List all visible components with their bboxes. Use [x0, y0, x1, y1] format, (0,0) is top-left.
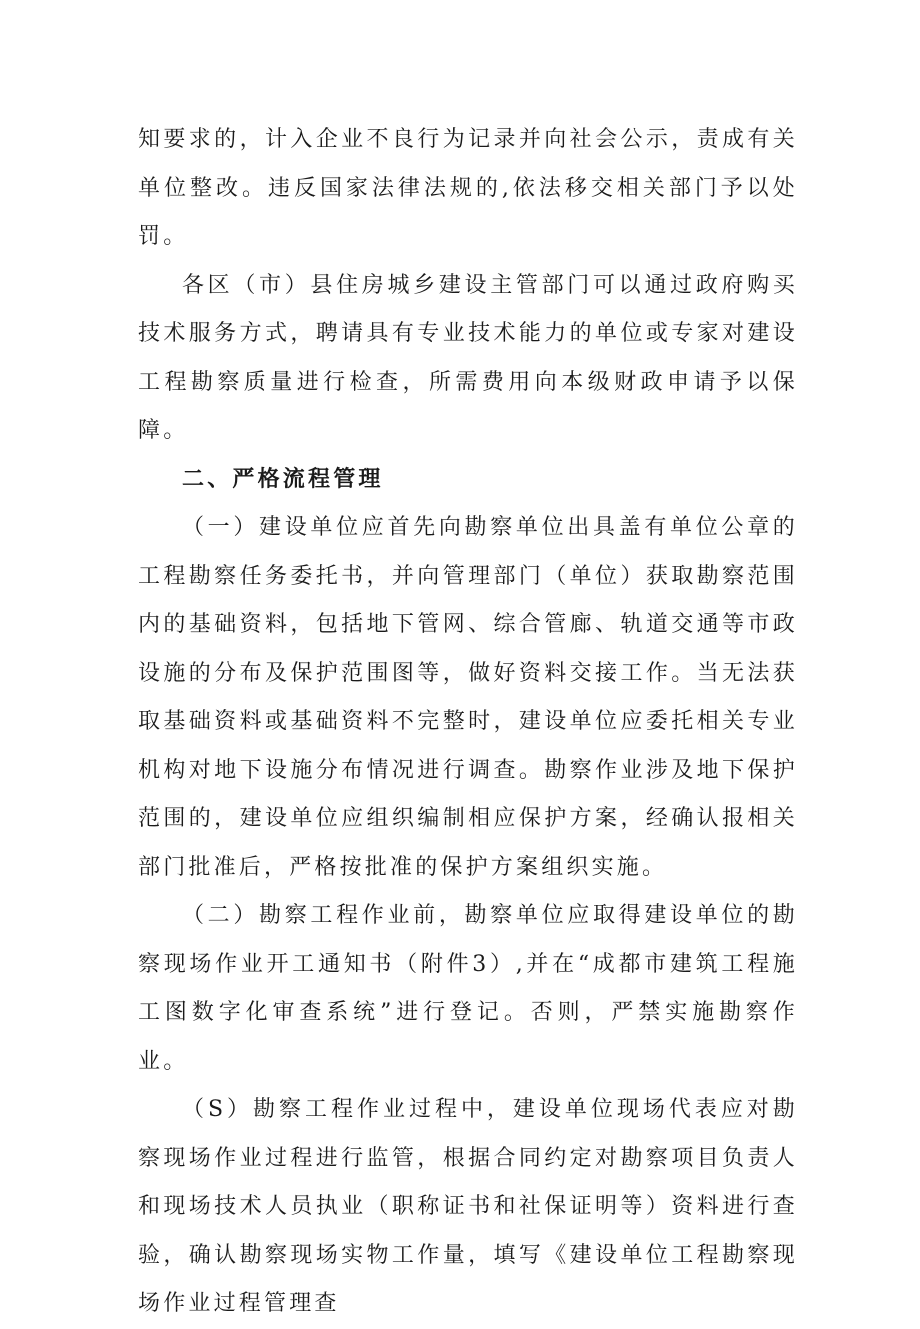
- section-heading: 二、严格流程管理: [182, 466, 384, 492]
- paragraph-item-1: （一）建设单位应首先向勘察单位出具盖有单位公章的工程勘察任务委托书，并向管理部门（单位）获取勘察范围内的基础资料，包括地下管网、综合管廊、轨道交通等市政设施的分布及保护范围图等，做好资料交接工作。当无法获取基础资料或基础资料不完整时，建设单位应委托相关专业机构对地下设施分布情况进行调查。勘察作业涉及地下保护范围的，建设单位应组织编制相应保护方案，经确认报相关部门批准后，严格按批准的保护方案组织实施。: [138, 515, 798, 880]
- paragraph-item-3: （S）勘察工程作业过程中，建设单位现场代表应对勘察现场作业过程进行监管，根据合同约定对勘察项目负责人和现场技术人员执业（职称证书和社保证明等）资料进行查验，确认勘察现场实物工作量，填写《建设单位工程勘察现场作业过程管理查: [138, 1097, 798, 1316]
- document-body: [138, 116, 798, 1329]
- paragraph-continuation: 知要求的，计入企业不良行为记录并向社会公示，责成有关单位整改。违反国家法律法规的,依法移交相关部门予以处罚。: [138, 127, 798, 249]
- paragraph-item-2: （二）勘察工程作业前，勘察单位应取得建设单位的勘察现场作业开工通知书（附件3）,并在“成都市建筑工程施工图数字化审查系统”进行登记。否则，严禁实施勘察作业。: [138, 903, 798, 1074]
- paragraph-inspection-service: 各区（市）县住房城乡建设主管部门可以通过政府购买技术服务方式，聘请具有专业技术能力的单位或专家对建设工程勘察质量进行检查，所需费用向本级财政申请予以保障。: [138, 272, 798, 443]
